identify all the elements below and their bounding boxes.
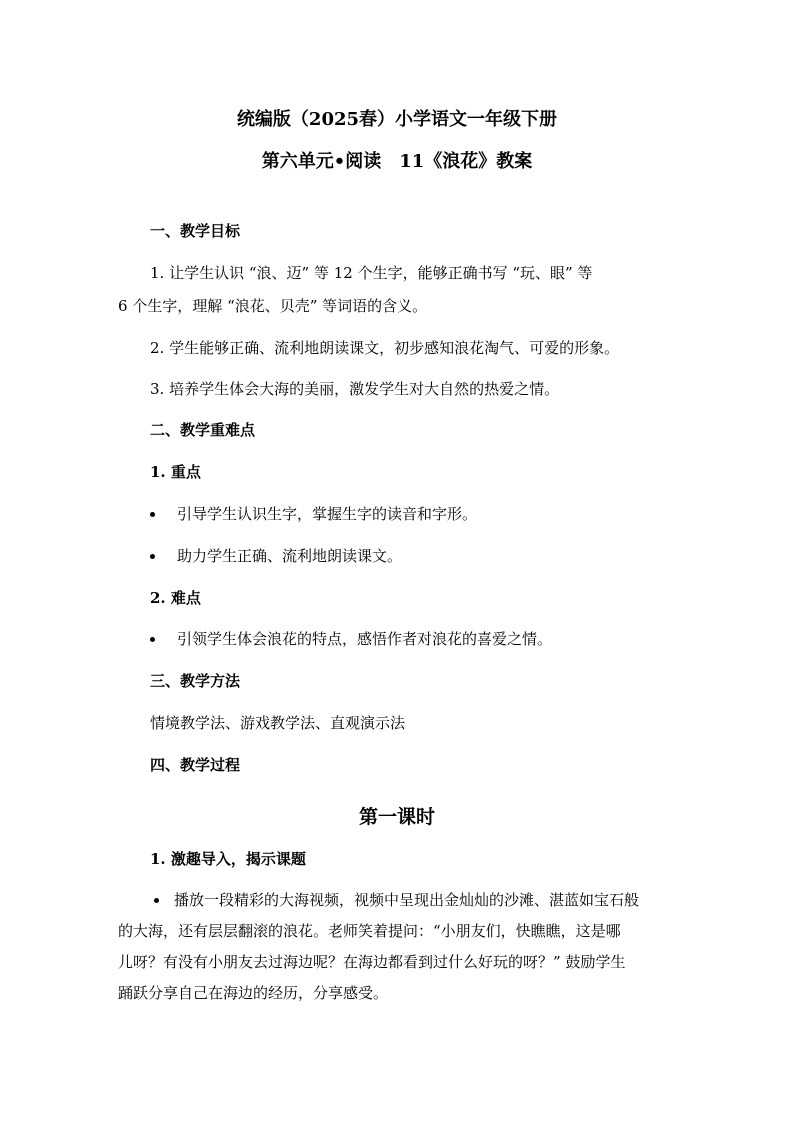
goal-item-1-line-1: 1. 让学生认识 “浪、迈” 等 12 个生字，能够正确书写 “玩、眼” 等 (150, 264, 593, 282)
step-1-heading: 1. 激趣导入，揭示课题 (150, 850, 306, 868)
step-1-line-2: 的大海，还有层层翻滚的浪花。老师笑着提问：“小朋友们，快瞧瞧，这是哪 (118, 922, 621, 940)
lesson-title: 第一课时 (358, 806, 435, 828)
document-subtitle: 第六单元•阅读 11《浪花》教案 (261, 151, 533, 172)
methods-text: 情境教学法、游戏教学法、直观演示法 (150, 714, 406, 732)
document-title: 统编版（2025春）小学语文一年级下册 (236, 109, 558, 130)
step-1-line-1: 播放一段精彩的大海视频，视频中呈现出金灿灿的沙滩、湛蓝如宝石般 (174, 891, 640, 909)
section-heading-goals: 一、教学目标 (150, 222, 241, 240)
section-heading-key-points: 二、教学重难点 (150, 421, 256, 439)
bullet-dot-icon (150, 512, 155, 517)
goal-item-1-line-2: 6 个生字，理解 “浪花、贝壳” 等词语的含义。 (118, 297, 428, 315)
section-heading-process: 四、教学过程 (150, 756, 241, 774)
step-1-line-4: 踊跃分享自己在海边的经历，分享感受。 (118, 984, 389, 1002)
step-1-line-3: 儿呀？有没有小朋友去过海边呢？在海边都看到过什么好玩的呀？” 鼓励学生 (118, 953, 626, 971)
bullet-dot-icon (150, 637, 155, 642)
section-heading-methods: 三、教学方法 (150, 672, 241, 690)
subheading-focus: 1. 重点 (150, 463, 201, 481)
bullet-dot-icon (154, 898, 159, 903)
goal-item-2: 2. 学生能够正确、流利地朗读课文，初步感知浪花淘气、可爱的形象。 (150, 339, 620, 357)
focus-item-2: 助力学生正确、流利地朗读课文。 (177, 547, 403, 565)
bullet-dot-icon (150, 554, 155, 559)
difficulty-item-1: 引领学生体会浪花的特点，感悟作者对浪花的喜爱之情。 (177, 630, 553, 648)
focus-item-1: 引导学生认识生字，掌握生字的读音和字形。 (177, 505, 478, 523)
goal-item-3: 3. 培养学生体会大海的美丽，激发学生对大自然的热爱之情。 (150, 380, 560, 398)
subheading-difficulty: 2. 难点 (150, 589, 201, 607)
